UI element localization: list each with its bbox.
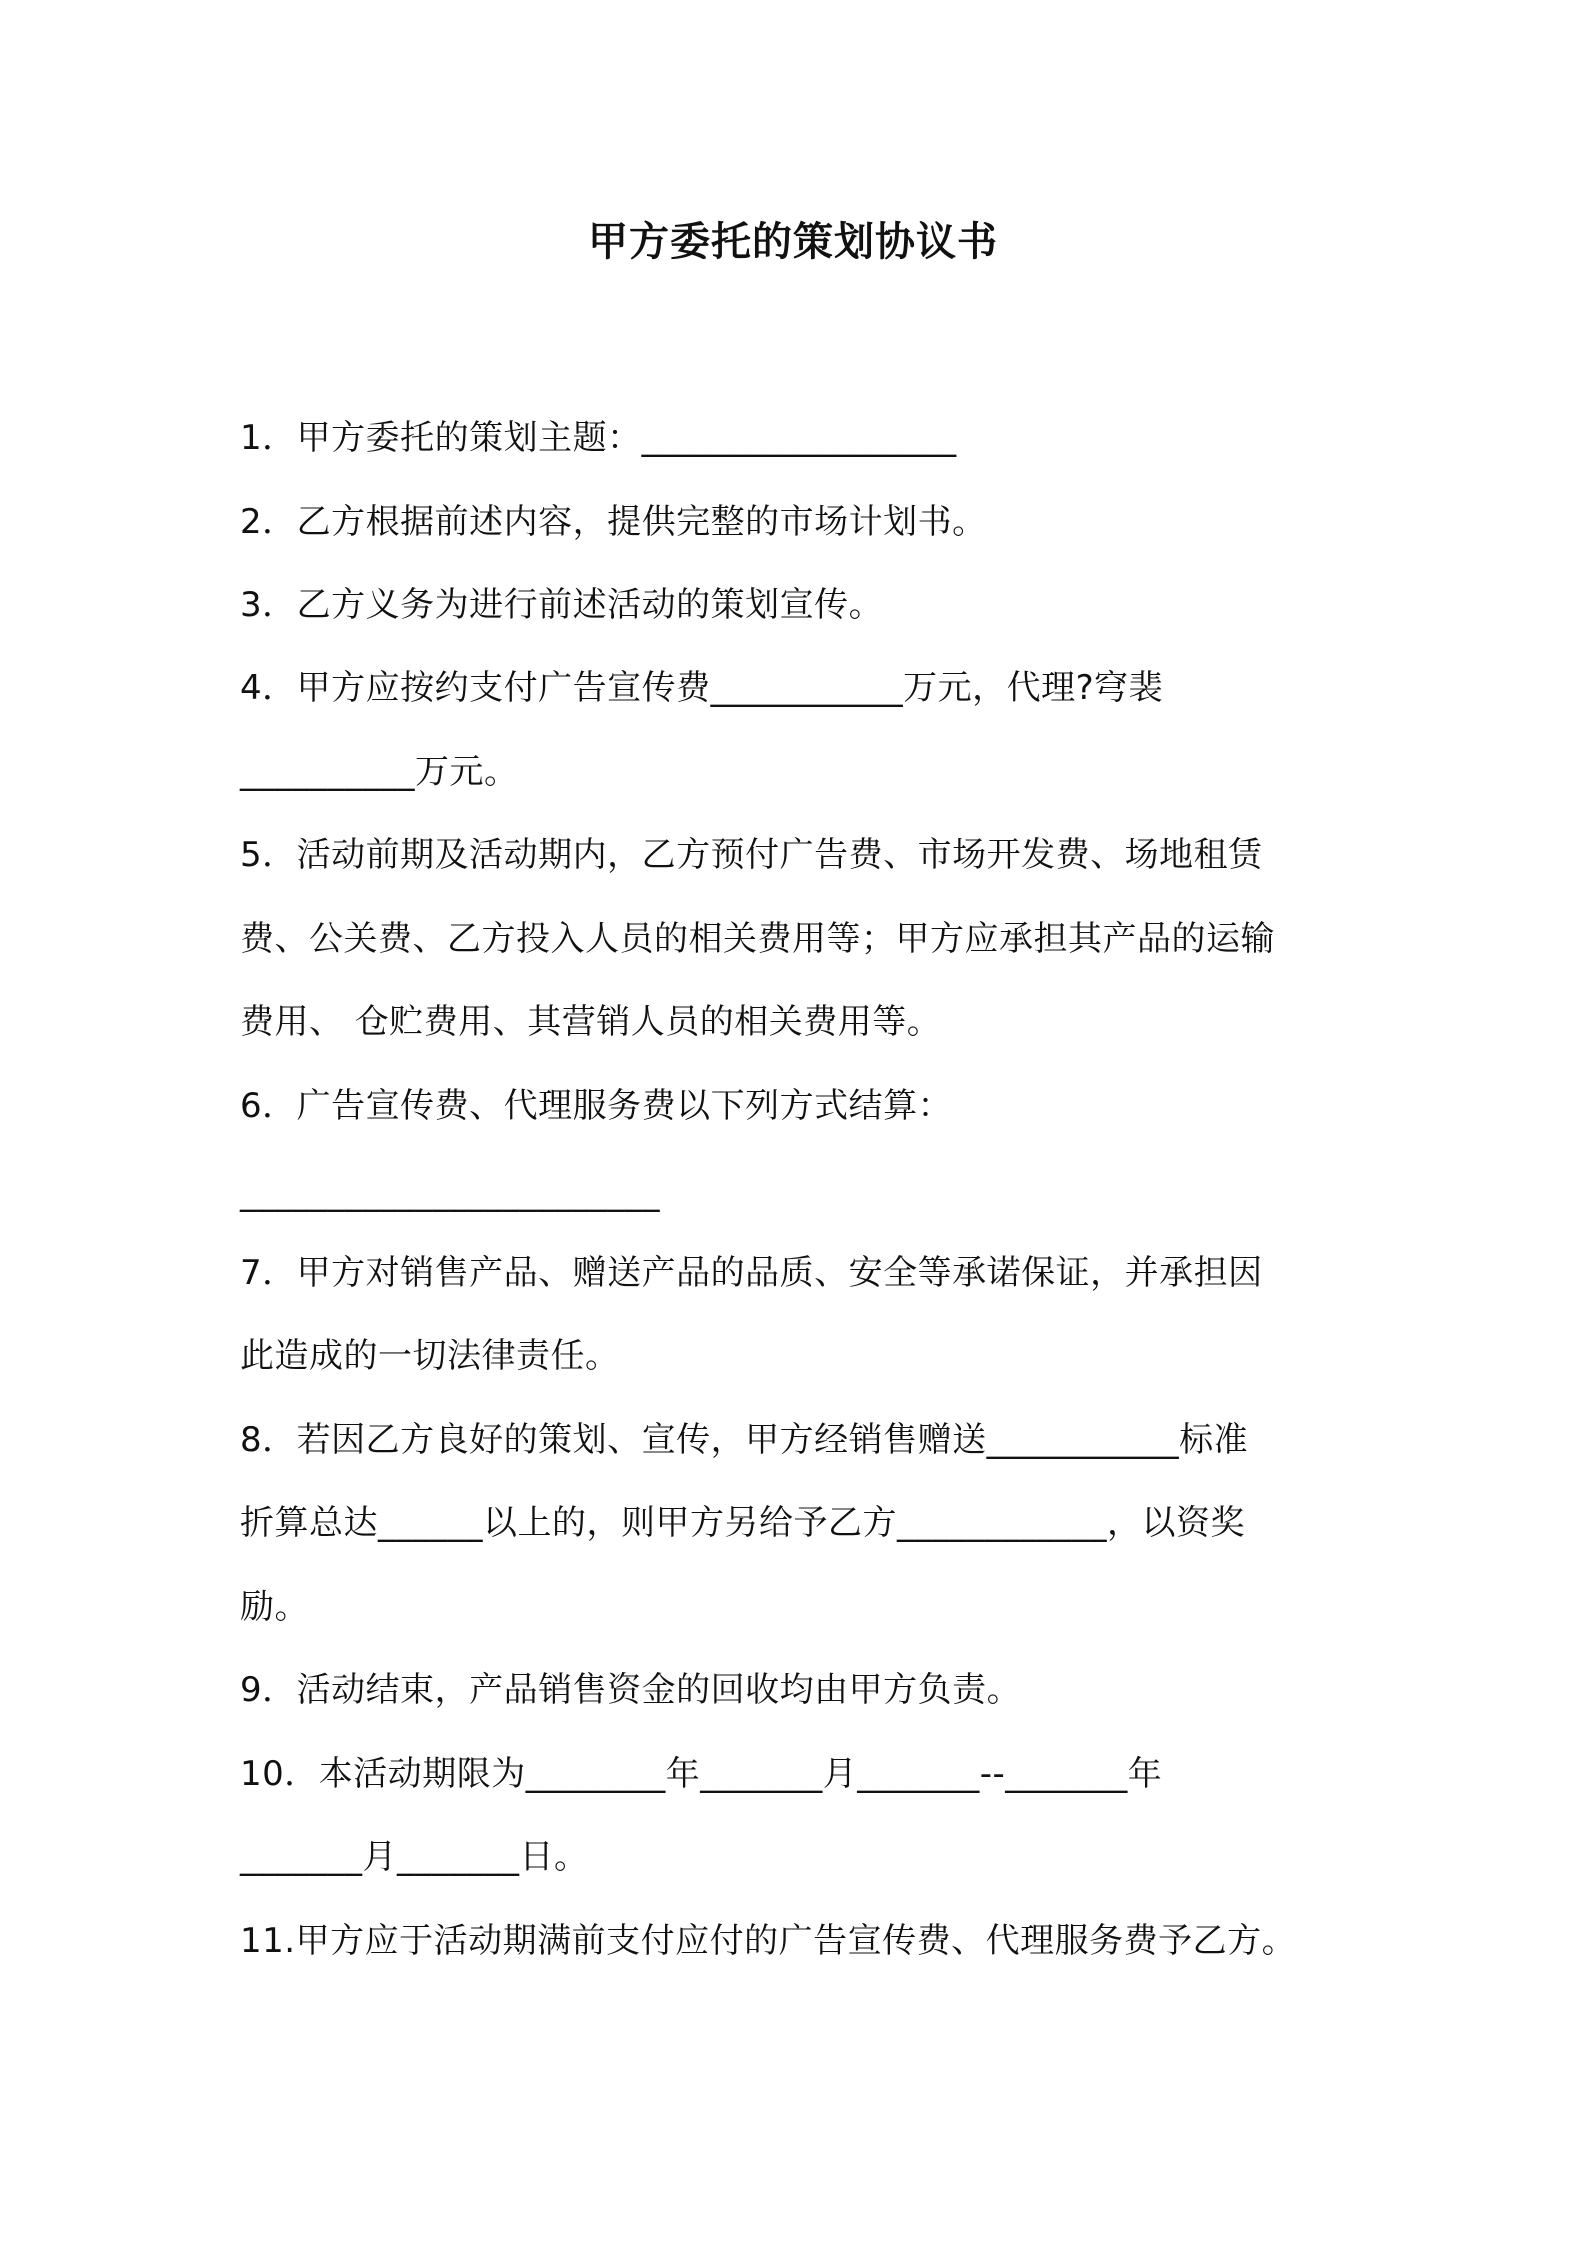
document-title: 甲方委托的策划协议书 (588, 219, 998, 265)
clause-10-line-1: 10．本活动期限为________年_______月_______--_______年 (240, 1754, 1163, 1794)
clause-5-line-3: 费用、 仓贮费用、其营销人员的相关费用等。 (240, 1002, 942, 1042)
clause-8-line-3: 励。 (240, 1587, 309, 1627)
clause-8-line-1: 8．若因乙方良好的策划、宣传，甲方经销售赠送___________标准 (240, 1420, 1249, 1460)
clause-4-line-1: 4．甲方应按约支付广告宣传费___________万元，代理?穹裴 (240, 668, 1164, 708)
clause-9-line: 9．活动结束，产品销售资金的回收均由甲方负责。 (240, 1670, 1022, 1710)
clause-3-line: 3．乙方义务为进行前述活动的策划宣传。 (240, 585, 884, 625)
clause-11-line: 11.甲方应于活动期满前支付应付的广告宣传费、代理服务费予乙方。 (240, 1921, 1297, 1961)
clause-5-line-1: 5．活动前期及活动期内，乙方预付广告费、市场开发费、场地租赁 (240, 835, 1263, 875)
clause-2-line: 2．乙方根据前述内容，提供完整的市场计划书。 (240, 502, 987, 542)
clause-1-line: 1．甲方委托的策划主题：__________________ (240, 418, 957, 458)
clause-4-line-2: __________万元。 (240, 752, 519, 792)
clause-8-line-2: 折算总达______以上的，则甲方另给予乙方____________，以资奖 (240, 1503, 1245, 1543)
clause-7-line-2: 此造成的一切法律责任。 (240, 1336, 620, 1376)
clause-10-line-2: _______月_______日。 (240, 1837, 589, 1877)
clause-6-blank: ________________________ (240, 1173, 660, 1213)
clause-6-line-1: 6．广告宣传费、代理服务费以下列方式结算： (240, 1086, 953, 1126)
clause-5-line-2: 费、公关费、乙方投入人员的相关费用等；甲方应承担其产品的运输 (240, 919, 1275, 959)
clause-7-line-1: 7．甲方对销售产品、赠送产品的品质、安全等承诺保证，并承担因 (240, 1253, 1263, 1293)
